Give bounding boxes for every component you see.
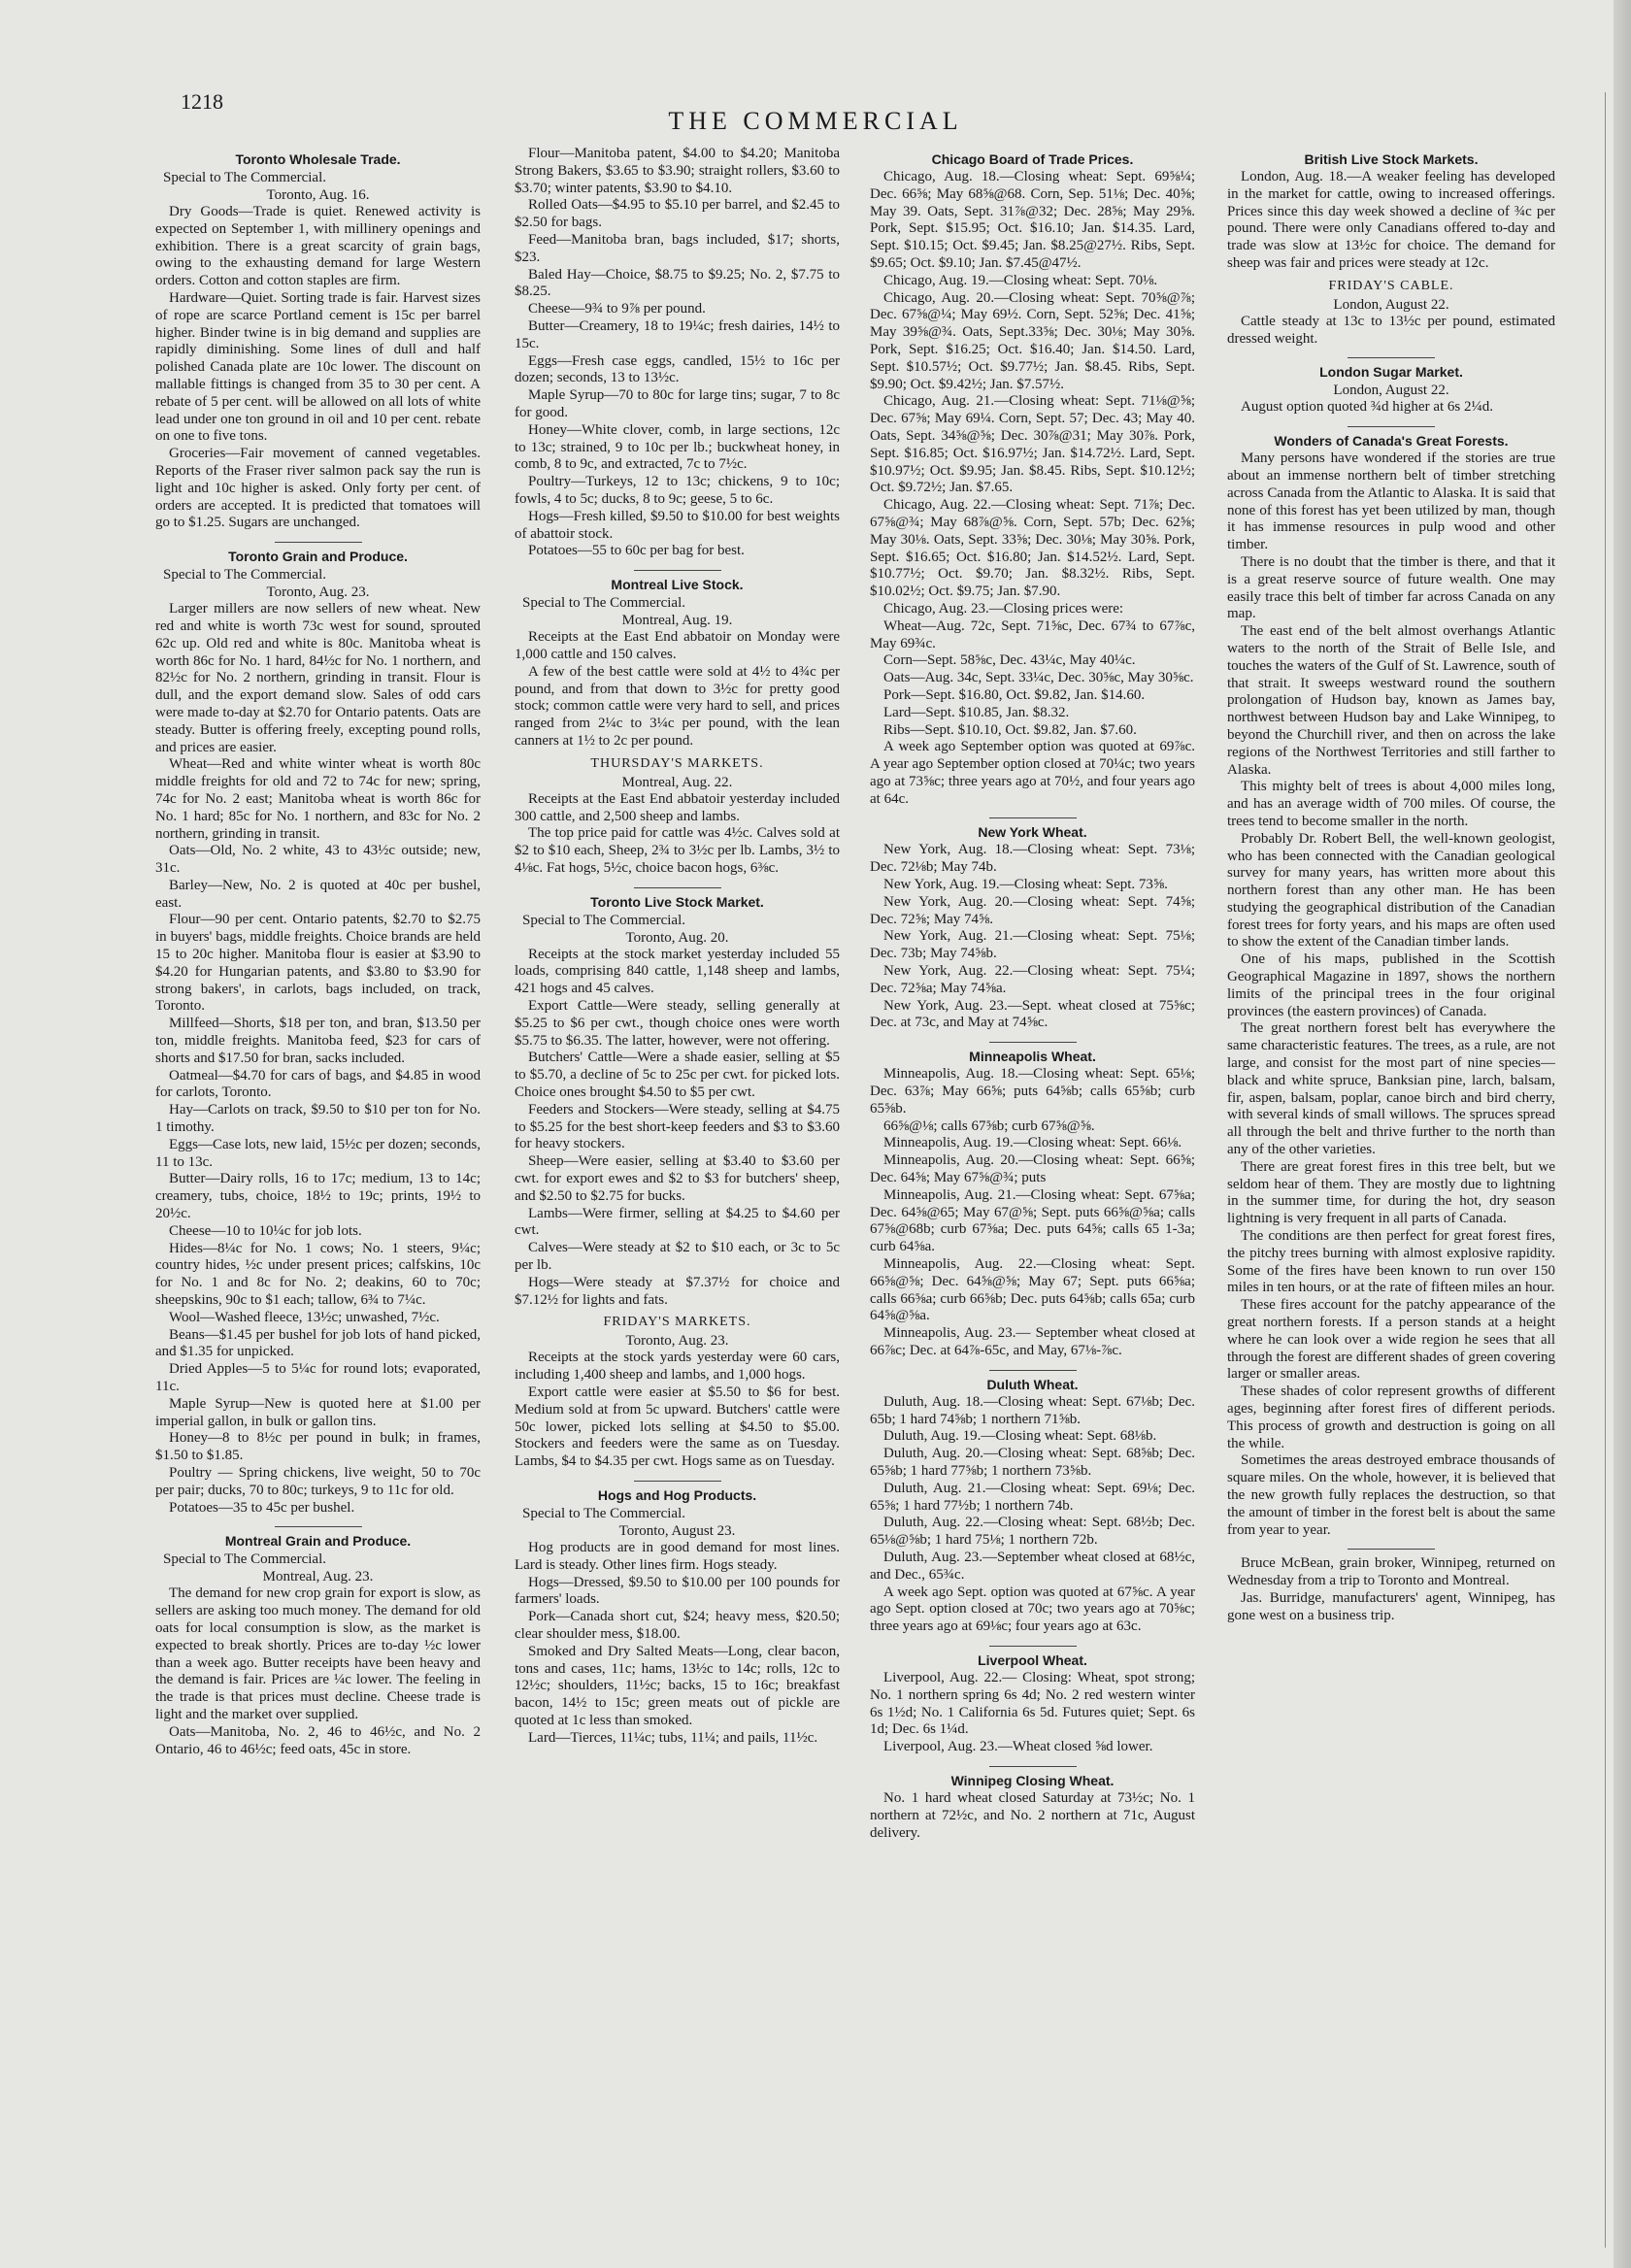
article-heading: Toronto Live Stock Market. bbox=[590, 893, 764, 910]
article-section bbox=[1227, 1555, 1555, 1624]
article-paragraph: Minneapolis, Aug. 20.—Closing wheat: Sept. 66⅝; Dec. 64⅝; May 67⅝@¾; puts bbox=[870, 1152, 1195, 1186]
article-paragraph: These fires account for the patchy appearance of the great northern forests. If a person stands at a height where he can look over a wide region he sees that all through the forest are different shades of green covering larger or smaller areas. bbox=[1227, 1297, 1555, 1383]
article-heading: London Sugar Market. bbox=[1319, 364, 1463, 381]
article-dateline: Toronto, Aug. 20. bbox=[625, 929, 729, 946]
article-dateline: Montreal, Aug. 23. bbox=[262, 1569, 374, 1585]
column-1 bbox=[155, 146, 481, 2233]
article-paragraph: Eggs—Fresh case eggs, candled, 15½ to 16c per dozen; seconds, 13 to 13½c. bbox=[515, 352, 840, 386]
article-paragraph: New York, Aug. 19.—Closing wheat: Sept. 73⅝. bbox=[883, 877, 1168, 893]
article-section bbox=[870, 1773, 1195, 1842]
article-paragraph: Duluth, Aug. 22.—Closing wheat: Sept. 68½b; Dec. 65⅛@⅝b; 1 hard 75⅛; 1 northern 72b. bbox=[870, 1515, 1195, 1549]
article-dateline: London, August 22. bbox=[1333, 383, 1449, 399]
special-correspondent-line: Special to The Commercial. bbox=[163, 1551, 327, 1568]
article-paragraph: New York, Aug. 20.—Closing wheat: Sept. 74⅝; Dec. 72⅝; May 74⅝. bbox=[870, 893, 1195, 927]
section-rule bbox=[989, 1646, 1077, 1647]
article-paragraph: Dry Goods—Trade is quiet. Renewed activity is expected on September 1, with millinery openings and exhibition. There is a great scarcity of grain bags, owing to the exhausting demand for large Western orders. Cotton and cotton staples are firm. bbox=[155, 204, 481, 289]
section-rule bbox=[1348, 426, 1435, 427]
article-paragraph: Export cattle were easier at $5.50 to $6 for best. Medium sold at from 5c upward. Butchers' cattle were 50c lower, picked lots selling at $4.50 to $5.00. Stockers and feeders were the same as on Tuesday. Lambs, $4 to $4.35 per cwt. Hogs same as on Tuesday. bbox=[515, 1384, 840, 1470]
article-paragraph: Millfeed—Shorts, $18 per ton, and bran, $13.50 per ton, middle freights. Manitoba feed, $23 for cars of shorts and $17.50 for bran, sacks included. bbox=[155, 1016, 481, 1066]
column-2 bbox=[515, 146, 840, 2233]
article-section bbox=[515, 146, 840, 560]
article-paragraph: Wool—Washed fleece, 13½c; unwashed, 7½c. bbox=[169, 1309, 440, 1325]
article-paragraph: Duluth, Aug. 23.—September wheat closed at 68½c, and Dec., 65¾c. bbox=[870, 1549, 1195, 1583]
section-rule bbox=[1348, 1549, 1435, 1550]
article-heading: Duluth Wheat. bbox=[986, 1376, 1079, 1392]
article-paragraph: Many persons have wondered if the stories are true about an immense northern belt of timber stretching across Canada from the Atlantic to Alaska. It is said that none of this forest has yet been utilized by man, though it has immense resources in pulp wood and other timber. bbox=[1227, 450, 1555, 553]
article-dateline: London, August 22. bbox=[1333, 296, 1449, 313]
article-heading: Winnipeg Closing Wheat. bbox=[950, 1772, 1115, 1788]
article-paragraph: Smoked and Dry Salted Meats—Long, clear bacon, tons and cases, 11c; hams, 13½c to 14c; rolls, 12c to 12½c; shoulders, 11½c; backs, 15 to 16c; breakfast bacon, 14½ to 15c; green meats out of pickle are quoted at 1c less than smoked. bbox=[515, 1643, 840, 1728]
article-paragraph: This mighty belt of trees is about 4,000 miles long, and has an average width of 700 miles. Of course, the trees tend to become smaller in the north. bbox=[1227, 779, 1555, 829]
special-correspondent-line: Special to The Commercial. bbox=[163, 567, 327, 584]
article-paragraph: Groceries—Fair movement of canned vegetables. Reports of the Fraser river salmon pack say the run is light and 10c higher is asked. Only forty per cent. of orders are accepted. It is predicted that tomatoes will go to $1.25. Sugars are unchanged. bbox=[155, 446, 481, 531]
article-heading: Liverpool Wheat. bbox=[978, 1651, 1087, 1668]
article-paragraph: New York, Aug. 22.—Closing wheat: Sept. 75¼; Dec. 72⅝a; May 74⅝a. bbox=[870, 963, 1195, 996]
article-paragraph: Butter—Creamery, 18 to 19¼c; fresh dairies, 14½ to 15c. bbox=[515, 317, 840, 351]
article-paragraph: Hogs—Were steady at $7.37½ for choice and $7.12½ for lights and fats. bbox=[515, 1274, 840, 1308]
article-paragraph: Corn—Sept. 58⅝c, Dec. 43¼c, May 40¼c. bbox=[883, 652, 1136, 669]
section-rule bbox=[634, 1481, 721, 1482]
special-correspondent-line: Special to The Commercial. bbox=[522, 595, 686, 612]
article-paragraph: Hay—Carlots on track, $9.50 to $10 per ton for No. 1 timothy. bbox=[155, 1102, 481, 1136]
article-paragraph: August option quoted ¾d higher at 6s 2¼d. bbox=[1241, 399, 1493, 416]
article-paragraph: The top price paid for cattle was 4½c. Calves sold at $2 to $10 each, Sheep, 2¾ to 3½c per lb. Lambs, 3½ to 4⅛c. Fat hogs, 5½c, choice bacon hogs, 6⅜c. bbox=[515, 825, 840, 876]
article-section bbox=[870, 151, 1195, 808]
article-paragraph: Oats—Manitoba, No. 2, 46 to 46½c, and No. 2 Ontario, 46 to 46½c; feed oats, 45c in store. bbox=[155, 1723, 481, 1757]
article-heading: British Live Stock Markets. bbox=[1304, 151, 1479, 167]
article-paragraph: Feeders and Stockers—Were steady, selling at $4.75 to $5.25 for the best short-keep feeders and $3 to $3.60 for heavy stockers. bbox=[515, 1101, 840, 1152]
page-edge bbox=[1614, 0, 1631, 2268]
article-paragraph: New York, Aug. 23.—Sept. wheat closed at 75⅝c; Dec. at 73c, and May at 74⅝c. bbox=[870, 997, 1195, 1031]
article-heading: Wonders of Canada's Great Forests. bbox=[1274, 433, 1509, 450]
article-paragraph: Chicago, Aug. 21.—Closing wheat: Sept. 71⅛@⅝; Dec. 67⅝; May 69¼. Corn, Sept. 57; Dec. 43; May 40. Oats, Sept. 34⅝@⅝; Dec. 30⅞@31; May 30⅞. Pork, Sept. $16.85; Oct. $16.97½; Jan. $14.72½. Lard, Sept. $10.97½; Oct. $9.95; Jan. $8.45. Ribs, Sept. $10.12½; Oct. $9.72½; Jan. $7.65. bbox=[870, 393, 1195, 496]
article-section bbox=[1227, 151, 1555, 348]
article-paragraph: There are great forest fires in this tree belt, but we seldom hear of them. They are mostly due to lightning in the summer time, for during the hot, dry season lightning is very frequent in all parts of Canada. bbox=[1227, 1158, 1555, 1227]
article-paragraph: Honey—White clover, comb, in large sections, 12c to 13c; strained, 9 to 10c per lb.; buckwheat honey, in comb, 8 to 9c, and extracted, 7c to 7½c. bbox=[515, 421, 840, 473]
article-paragraph: Hogs—Fresh killed, $9.50 to $10.00 for best weights of abattoir stock. bbox=[515, 508, 840, 542]
article-paragraph: Poultry—Turkeys, 12 to 13c; chickens, 9 to 10c; fowls, 4 to 5c; ducks, 8 to 9c; geese, 5 to 6c. bbox=[515, 474, 840, 507]
article-paragraph: Potatoes—55 to 60c per bag for best. bbox=[528, 543, 745, 559]
article-section bbox=[155, 549, 481, 1517]
article-section bbox=[155, 151, 481, 532]
section-rule bbox=[634, 887, 721, 888]
article-paragraph: Feed—Manitoba bran, bags included, $17; shorts, $23. bbox=[515, 231, 840, 265]
article-heading: Montreal Live Stock. bbox=[611, 577, 744, 593]
article-dateline: Toronto, Aug. 23. bbox=[266, 584, 370, 601]
article-paragraph: Calves—Were steady at $2 to $10 each, or 3c to 5c per lb. bbox=[515, 1240, 840, 1274]
article-paragraph: Hog products are in good demand for most lines. Lard is steady. Other lines firm. Hogs steady. bbox=[515, 1540, 840, 1573]
article-section bbox=[870, 1652, 1195, 1756]
article-paragraph: There is no doubt that the timber is there, and that it is a great reserve source of future wealth. One may easily trace this belt of timber far across Canada on any map. bbox=[1227, 553, 1555, 622]
article-heading: Toronto Wholesale Trade. bbox=[235, 151, 401, 167]
article-paragraph: Eggs—Case lots, new laid, 15½c per dozen; seconds, 11 to 13c. bbox=[155, 1136, 481, 1170]
article-paragraph: Receipts at the stock market yesterday included 55 loads, comprising 840 cattle, 1,148 sheep and lambs, 421 hogs and 45 calves. bbox=[515, 946, 840, 997]
column-divider-line bbox=[1605, 92, 1606, 2248]
article-paragraph: Duluth, Aug. 18.—Closing wheat: Sept. 67⅛b; Dec. 65b; 1 hard 74⅝b; 1 northern 71⅝b. bbox=[870, 1393, 1195, 1427]
article-paragraph: New York, Aug. 18.—Closing wheat: Sept. 73⅛; Dec. 72⅛b; May 74b. bbox=[870, 842, 1195, 876]
article-subheading: THURSDAY'S MARKETS. bbox=[590, 755, 764, 771]
article-paragraph: Hides—8¼c for No. 1 cows; No. 1 steers, 9¼c; country hides, ½c under present prices; calfskins, 10c for No. 1 and 8c for No. 2; deakins, 60 to 70c; sheepskins, 90c to $1 each; tallow, 6¾ to 7¼c. bbox=[155, 1240, 481, 1309]
article-paragraph: The east end of the belt almost overhangs Atlantic waters to the north of the Strait of Belle Isle, and touches the waters of the Gulf of St. Lawrence, south of that strait. It sweeps westward round the southern prolongation of Hudson bay, known as James bay, northwest between Hudson bay and Lake Winnipeg, to beyond the Churchill river, and then on across the lake regions of the Northwest Territories and still farther to Alaska. bbox=[1227, 623, 1555, 778]
article-paragraph: Lambs—Were firmer, selling at $4.25 to $4.60 per cwt. bbox=[515, 1205, 840, 1239]
article-paragraph: Liverpool, Aug. 22.— Closing: Wheat, spot strong; No. 1 northern spring 6s 4d; No. 2 red western winter 6s 1½d; No. 1 California 6s 5d. Futures quiet; Sept. 6s 1d; Dec. 6s 1¼d. bbox=[870, 1669, 1195, 1738]
article-paragraph: Baled Hay—Choice, $8.75 to $9.25; No. 2, $7.75 to $8.25. bbox=[515, 266, 840, 300]
article-paragraph: Duluth, Aug. 21.—Closing wheat: Sept. 69⅛; Dec. 65⅝; 1 hard 77½b; 1 northern 74b. bbox=[870, 1480, 1195, 1514]
article-paragraph: The conditions are then perfect for great forest fires, the pitchy trees burning with almost explosive rapidity. Some of the fires have been known to run over 150 miles in ten hours, or at the rate of fifteen miles an hour. bbox=[1227, 1228, 1555, 1296]
article-section bbox=[515, 577, 840, 878]
column-4 bbox=[1227, 146, 1555, 2233]
page-number: 1218 bbox=[181, 89, 223, 114]
article-paragraph: Butter—Dairy rolls, 16 to 17c; medium, 13 to 14c; creamery, tubs, choice, 18½ to 19c; prints, 19½ to 20½c. bbox=[155, 1171, 481, 1222]
article-paragraph: Probably Dr. Robert Bell, the well-known geologist, who has been connected with the Canadian geological survey for many years, has written more about this northern forest than any other man. He has been studying the geographical distribution of the Canadian forest trees for forty years, and his maps are often used to show the extent of the Canadian timber lands. bbox=[1227, 830, 1555, 951]
article-section bbox=[870, 1377, 1195, 1636]
article-paragraph: Wheat—Aug. 72c, Sept. 71⅝c, Dec. 67¾ to 67⅞c, May 69¾c. bbox=[870, 617, 1195, 651]
article-paragraph: The great northern forest belt has everywhere the same characteristic features. The trees, as a rule, are not large, and consist for the most part of nine species—black and white spruce, Banksian pine, larch, balsam, fir, aspen, balsam, poplar, canoe birch and bird cherry, with several kinds of small willows. The spruces spread all through the belt and thrive further to the north than any of the other varieties. bbox=[1227, 1020, 1555, 1158]
article-paragraph: Receipts at the East End abbatoir on Monday were 1,000 cattle and 150 calves. bbox=[515, 629, 840, 662]
article-paragraph: 66⅝@⅛; calls 67⅝b; curb 67⅝@⅝. bbox=[883, 1117, 1095, 1134]
article-paragraph: Pork—Sept. $16.80, Oct. $9.82, Jan. $14.60. bbox=[883, 686, 1146, 703]
article-paragraph: Barley—New, No. 2 is quoted at 40c per bushel, east. bbox=[155, 877, 481, 911]
article-paragraph: Oatmeal—$4.70 for cars of bags, and $4.85 in wood for carlots, Toronto. bbox=[155, 1067, 481, 1101]
special-correspondent-line: Special to The Commercial. bbox=[163, 170, 327, 185]
article-paragraph: Sheep—Were easier, selling at $3.40 to $3.60 per cwt. for export ewes and $2 to $3 for butchers' sheep, and $2.50 to $2.75 for bucks. bbox=[515, 1153, 840, 1204]
article-paragraph: Export Cattle—Were steady, selling generally at $5.25 to $6 per cwt., though choice ones were worth $5.75 to $6.35. The latter, however, were not offering. bbox=[515, 998, 840, 1049]
article-subheading: FRIDAY'S MARKETS. bbox=[603, 1315, 751, 1330]
section-rule bbox=[275, 542, 362, 543]
article-paragraph: Rolled Oats—$4.95 to $5.10 per barrel, and $2.45 to $2.50 for bags. bbox=[515, 197, 840, 231]
article-paragraph: Cheese—9¾ to 9⅞ per pound. bbox=[528, 301, 706, 317]
article-dateline: Toronto, August 23. bbox=[618, 1523, 736, 1539]
article-paragraph: Wheat—Red and white winter wheat is worth 80c middle freights for old and 72 to 74c for new; spring, 74c for No. 2 east; Manitoba wheat is worth 86c for No. 1 hard; 85c for No. 1 northern, and 83c for No. 2 northern, grinding in transit. bbox=[155, 756, 481, 842]
section-rule bbox=[634, 570, 721, 571]
article-paragraph: Bruce McBean, grain broker, Winnipeg, returned on Wednesday from a trip to Toronto and Montreal. bbox=[1227, 1555, 1555, 1589]
article-paragraph: Minneapolis, Aug. 22.—Closing wheat: Sept. 66⅝@⅝; Dec. 64⅝@⅝; May 67; Sept. puts 66⅝a; calls 66⅝a; curb 66⅝b; Dec. puts 64⅝b; calls 65a; curb 64⅝@⅝a. bbox=[870, 1256, 1195, 1324]
article-paragraph: The demand for new crop grain for export is slow, as sellers are asking too much money. The demand for old oats for local consumption is slow, as the market is expected to break shortly. Prices are to-day ½c lower than a week ago. Butter receipts have been heavy and the demand is fair. Prices are ¼c lower. The feeling in the trade is that prices must decline. Cheese trade is light and the market over supplied. bbox=[155, 1585, 481, 1722]
article-paragraph: A week ago Sept. option was quoted at 67⅝c. A year ago Sept. option closed at 70c; two years ago at 70⅝c; three years ago at 69⅛c; four years ago at 63c. bbox=[870, 1584, 1195, 1635]
article-dateline: Toronto, Aug. 16. bbox=[266, 187, 370, 203]
article-paragraph: A week ago September option was quoted at 69⅞c. A year ago September option closed at 70¼c; two years ago at 73⅝c; three years ago at 70½, and four years ago at 64c. bbox=[870, 739, 1195, 807]
article-paragraph: Receipts at the East End abbatoir yesterday included 300 cattle, and 2,500 sheep and lambs. bbox=[515, 790, 840, 824]
article-paragraph: Ribs—Sept. $10.10, Oct. $9.82, Jan. $7.60. bbox=[883, 721, 1137, 738]
article-paragraph: Minneapolis, Aug. 21.—Closing wheat: Sept. 67⅝a; Dec. 64⅝@65; May 67@⅝; Sept. puts 66⅝@⅝a; calls 67⅝@68b; curb 67⅝a; Dec. puts 64⅝; calls 65 1-3a; curb 64⅝a. bbox=[870, 1186, 1195, 1255]
article-paragraph: Chicago, Aug. 20.—Closing wheat: Sept. 70⅝@⅞; Dec. 67⅝@¼; May 69½. Corn, Sept. 52⅝; Dec. 41⅝; May 39⅝@¾. Oats, Sept.33⅝; Dec. 30⅛; May 30⅝. Pork, Sept. $16.25; Oct. $16.40; Jan. $14.50. Lard, Sept. $10.57½; Oct. $9.77½; Jan. $8.45. Ribs, Sept. $9.90; Oct. $9.42½; Jan. $7.57½. bbox=[870, 289, 1195, 392]
special-correspondent-line: Special to The Commercial. bbox=[522, 1506, 686, 1521]
article-paragraph: Lard—Sept. $10.85, Jan. $8.32. bbox=[883, 704, 1070, 720]
article-paragraph: Beans—$1.45 per bushel for job lots of hand picked, and $1.35 for unpicked. bbox=[155, 1326, 481, 1360]
section-rule bbox=[989, 817, 1077, 818]
article-section bbox=[515, 894, 840, 1471]
section-rule bbox=[989, 1766, 1077, 1767]
section-rule bbox=[1348, 357, 1435, 358]
article-paragraph: Jas. Burridge, manufacturers' agent, Winnipeg, has gone west on a business trip. bbox=[1227, 1589, 1555, 1623]
article-paragraph: Duluth, Aug. 20.—Closing wheat: Sept. 68⅝b; Dec. 65⅝b; 1 hard 77⅝b; 1 northern 73⅝b. bbox=[870, 1446, 1195, 1479]
article-paragraph: Chicago, Aug. 18.—Closing wheat: Sept. 69⅝¼; Dec. 66⅝; May 68⅝@68. Corn, Sep. 51⅛; Dec. 40⅝; May 39. Oats, Sept. 31⅞@32; Dec. 28⅝; May 29⅝. Pork, Sept. $15.95; Oct. $16.10; Jan. $14.35. Lard, Sept. $10.15; Oct. $9.45; Jan. $8.25@27½. Ribs, Sept. $9.65; Oct. $9.10; Jan. $7.45@47½. bbox=[870, 169, 1195, 271]
article-paragraph: Duluth, Aug. 19.—Closing wheat: Sept. 68⅛b. bbox=[883, 1428, 1157, 1445]
column-3 bbox=[870, 146, 1195, 2233]
article-paragraph: These shades of color represent growths of different ages, beginning after forest fires of different periods. This process of growth and destruction is going on all the while. bbox=[1227, 1384, 1555, 1451]
section-rule bbox=[989, 1370, 1077, 1371]
section-rule bbox=[275, 1526, 362, 1527]
article-heading: Toronto Grain and Produce. bbox=[228, 549, 408, 565]
page-title: THE COMMERCIAL bbox=[668, 107, 963, 135]
article-section bbox=[870, 1049, 1195, 1360]
article-subheading: FRIDAY'S CABLE. bbox=[1328, 278, 1454, 293]
article-paragraph: No. 1 hard wheat closed Saturday at 73½c; No. 1 northern at 72½c, and No. 2 northern at 71c, August delivery. bbox=[870, 1789, 1195, 1841]
article-paragraph: Pork—Canada short cut, $24; heavy mess, $20.50; clear shoulder mess, $18.00. bbox=[515, 1609, 840, 1642]
article-paragraph: Oats—Old, No. 2 white, 43 to 43½c outside; new, 31c. bbox=[155, 843, 481, 877]
special-correspondent-line: Special to The Commercial. bbox=[522, 912, 686, 928]
article-paragraph: Larger millers are now sellers of new wheat. New red and white is worth 73c west for sound, sprouted 62c up. Old red and white is 80c. Manitoba wheat is worth 86c for No. 1 hard, 84½c for No. 1 northern, and 82½c for No. 2 northern, grinding in transit. Flour is dull, and the export demand slow. Sales of odd cars were made to-day at $2.70 for Ontario patents. Oats are steady. Butter is offering freely, excepting pound rolls, and prices are easier. bbox=[155, 601, 481, 755]
article-paragraph: Hogs—Dressed, $9.50 to $10.00 per 100 pounds for farmers' loads. bbox=[515, 1574, 840, 1608]
article-heading: Chicago Board of Trade Prices. bbox=[931, 151, 1134, 167]
article-paragraph: Hardware—Quiet. Sorting trade is fair. Harvest sizes of rope are scarce Portland cement is 15c per barrel higher. Binder twine is in big demand and supplies are rapidly diminishing. Some lines of dull and half polished Canada plate are 10c lower. The discount on mallable fittings is changed from 35 to 30 per cent. A rebate of 5 per cent. will be allowed on all lots of white lead under one ton ground in oil and 10 per cent. rebate on one to five tons. bbox=[155, 289, 481, 445]
article-paragraph: Lard—Tierces, 11¼c; tubs, 11¼; and pails, 11½c. bbox=[528, 1729, 818, 1746]
article-paragraph: Flour—90 per cent. Ontario patents, $2.70 to $2.75 in buyers' bags, middle freights. Choice brands are held 15 to 20c higher. Manitoba flour is easier at $3.90 to $4.20 for Hungarian patents, and $3.80 to $3.90 for strong bakers', in carlots, bags included, on track, Toronto. bbox=[155, 912, 481, 1015]
section-rule bbox=[989, 1042, 1077, 1043]
article-paragraph: Chicago, Aug. 19.—Closing wheat: Sept. 70⅛. bbox=[883, 272, 1158, 288]
article-heading: Minneapolis Wheat. bbox=[969, 1049, 1096, 1065]
article-paragraph: A few of the best cattle were sold at 4½ to 4¾c per pound, and from that down to 3½c for pretty good stock; common cattle were very hard to sell, and prices ranged from 2¼c to 3¼c per pound, with the lean canners at 1½ to 2c per pound. bbox=[515, 663, 840, 749]
article-paragraph: One of his maps, published in the Scottish Geographical Magazine in 1897, shows the northern limits of the principal trees in the four original provinces (the eastern provinces) of Canada. bbox=[1227, 951, 1555, 1019]
article-paragraph: Chicago, Aug. 22.—Closing wheat: Sept. 71⅞; Dec. 67⅝@¾; May 68⅞@⅝. Corn, Sept. 57b; Dec. 62⅝; May 30⅛. Oats, Sept. 33⅝; Dec. 30⅛; May 30⅝. Pork, Sept. $16.65; Oct. $16.80; Jan. $14.52½. Lard, Sept. $10.77½; Oct. $9.70; Jan. $8.32½. Ribs, Sept. $10.02½; Oct. $9.75; Jan. $7.90. bbox=[870, 497, 1195, 600]
article-paragraph: Honey—8 to 8½c per pound in bulk; in frames, $1.50 to $1.85. bbox=[155, 1430, 481, 1464]
article-section bbox=[155, 1533, 481, 1758]
article-heading: New York Wheat. bbox=[978, 824, 1087, 841]
article-paragraph: Potatoes—35 to 45c per bushel. bbox=[169, 1499, 355, 1516]
article-paragraph: New York, Aug. 21.—Closing wheat: Sept. 75⅛; Dec. 73b; May 74⅝b. bbox=[870, 928, 1195, 962]
article-section bbox=[1227, 433, 1555, 1539]
article-dateline: Montreal, Aug. 19. bbox=[621, 613, 733, 629]
article-paragraph: Liverpool, Aug. 23.—Wheat closed ⅝d lower. bbox=[883, 1739, 1153, 1755]
article-paragraph: Butchers' Cattle—Were a shade easier, selling at $5 to $5.70, a decline of 5c to 25c per cwt. for picked lots. Choice ones brought $4.50 to $5 per cwt. bbox=[515, 1050, 840, 1101]
article-section bbox=[870, 824, 1195, 1032]
article-paragraph: Dried Apples—5 to 5¼c for round lots; evaporated, 11c. bbox=[155, 1361, 481, 1394]
article-paragraph: Poultry — Spring chickens, live weight, 50 to 70c per pair; ducks, 70 to 80c; turkeys, 9 to 11c for old. bbox=[155, 1464, 481, 1498]
article-section bbox=[1227, 364, 1555, 417]
article-paragraph: Sometimes the areas destroyed embrace thousands of square miles. On the whole, however, it is believed that the new growth fully replaces the destruction, so that the amount of timber in the forest belt is about the same from year to year. bbox=[1227, 1452, 1555, 1538]
article-dateline: Toronto, Aug. 23. bbox=[625, 1333, 729, 1350]
article-paragraph: Minneapolis, Aug. 18.—Closing wheat: Sept. 65⅛; Dec. 63⅞; May 66⅝; puts 64⅝b; calls 65⅝b; curb 65⅝b. bbox=[870, 1066, 1195, 1117]
article-paragraph: Oats—Aug. 34c, Sept. 33¼c, Dec. 30⅝c, May 30⅝c. bbox=[883, 670, 1194, 686]
article-paragraph: London, Aug. 18.—A weaker feeling has developed in the market for cattle, owing to increased offerings. Prices since this day week showed a decline of ¾c per pound. There were only Canadians offered to-day and trade was slow at 13½c for choice. The demand for sheep was fair and prices were steady at 12c. bbox=[1227, 169, 1555, 271]
article-paragraph: Cheese—10 to 10¼c for job lots. bbox=[169, 1222, 362, 1239]
article-paragraph: Chicago, Aug. 23.—Closing prices were: bbox=[883, 600, 1124, 617]
article-section bbox=[515, 1487, 840, 1748]
article-paragraph: Maple Syrup—70 to 80c for large tins; sugar, 7 to 8c for good. bbox=[515, 387, 840, 420]
article-paragraph: Minneapolis, Aug. 23.— September wheat closed at 66⅞c; Dec. at 64⅞-65c, and May, 67⅛-⅞c. bbox=[870, 1325, 1195, 1358]
article-heading: Montreal Grain and Produce. bbox=[224, 1533, 412, 1550]
article-paragraph: Minneapolis, Aug. 19.—Closing wheat: Sept. 66⅛. bbox=[883, 1135, 1182, 1151]
article-heading: Hogs and Hog Products. bbox=[597, 1487, 757, 1503]
article-paragraph: Cattle steady at 13c to 13½c per pound, estimated dressed weight. bbox=[1227, 313, 1555, 347]
article-dateline: Montreal, Aug. 22. bbox=[621, 774, 733, 790]
article-paragraph: Maple Syrup—New is quoted here at $1.00 per imperial gallon, in bulk or gallon tins. bbox=[155, 1395, 481, 1429]
article-paragraph: Flour—Manitoba patent, $4.00 to $4.20; Manitoba Strong Bakers, $3.65 to $3.90; straight rollers, $3.60 to $3.70; winter patents, $3.90 to $4.10. bbox=[515, 146, 840, 196]
article-paragraph: Receipts at the stock yards yesterday were 60 cars, including 1,400 sheep and lambs, and 1,000 hogs. bbox=[515, 1350, 840, 1384]
